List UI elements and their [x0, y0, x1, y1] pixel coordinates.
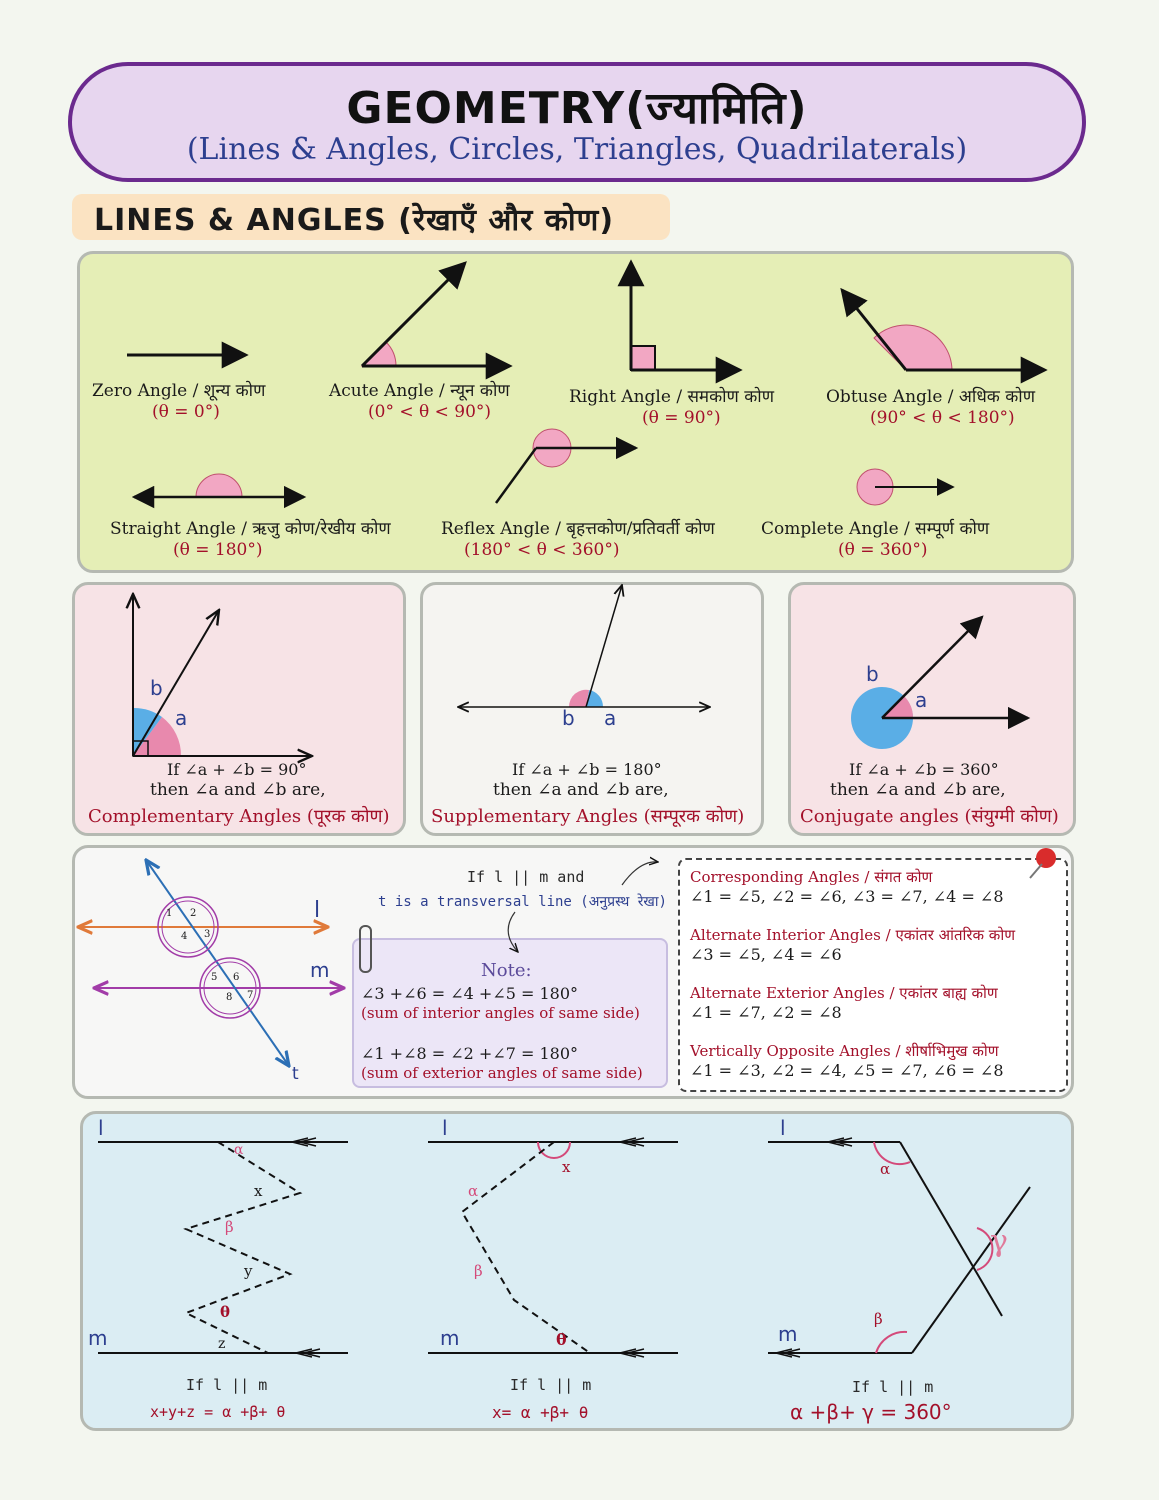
- rule-title-corresponding: Corresponding Angles / संगत कोण: [690, 868, 933, 886]
- zig3-alpha: α: [880, 1160, 891, 1178]
- comp-b-label: b: [150, 676, 163, 700]
- right-angle-figure: [631, 262, 740, 370]
- zig1-x: x: [254, 1182, 263, 1200]
- note-sub-1: (sum of interior angles of same side): [361, 1004, 640, 1022]
- zig2-formula: x= α +β+ θ: [492, 1403, 589, 1422]
- zig1-condition: If l || m: [186, 1376, 268, 1394]
- zig2-l-label: l: [442, 1116, 448, 1140]
- note-title: Note:: [481, 960, 532, 981]
- supp-if-line: If ∠a + ∠b = 180°: [512, 760, 662, 779]
- zig1-y: y: [244, 1262, 253, 1280]
- supp-a-label: a: [604, 706, 617, 730]
- obtuse-angle-label: Obtuse Angle / अधिक कोण: [826, 387, 1035, 407]
- zero-angle-label: Zero Angle / शून्य कोण: [92, 381, 266, 401]
- rule-title-vertically-opposite: Vertically Opposite Angles / शीर्षाभिमुख कोण: [690, 1042, 999, 1060]
- line-m-label: m: [310, 958, 330, 982]
- rule-eq-alt-interior: ∠3 = ∠5, ∠4 = ∠6: [690, 945, 842, 964]
- right-angle-label: Right Angle / समकोण कोण: [569, 387, 775, 407]
- zig2-m-label: m: [440, 1326, 460, 1350]
- zig1-alpha: α: [234, 1142, 244, 1158]
- reflex-angle-figure: [496, 429, 636, 503]
- rule-eq-vertically-opposite: ∠1 = ∠3, ∠2 = ∠4, ∠5 = ∠7, ∠6 = ∠8: [690, 1061, 1004, 1080]
- conj-a-label: a: [915, 688, 928, 712]
- straight-angle-condition: (θ = 180°): [173, 540, 263, 560]
- rule-title-alt-exterior: Alternate Exterior Angles / एकांतर बाह्य कोण: [690, 984, 998, 1002]
- transversal-intro-1: If l || m and: [467, 868, 585, 886]
- zig3-m-label: m: [778, 1322, 798, 1346]
- transversal-intro-2: t is a transversal line (अनुप्रस्थ रेखा): [378, 894, 667, 910]
- zig1-theta: θ: [220, 1303, 231, 1321]
- line-t-label: t: [292, 1064, 299, 1084]
- zig1-l-label: l: [98, 1116, 104, 1140]
- comp-name: Complementary Angles (पूरक कोण): [88, 806, 390, 827]
- section-title: LINES & ANGLES (रेखाएँ और कोण): [94, 203, 615, 238]
- straight-angle-label: Straight Angle / ऋजु कोण/रेखीय कोण: [110, 519, 391, 539]
- angle-number-6: 6: [233, 972, 240, 983]
- zigzag-figure-2: [428, 1138, 678, 1357]
- note-eq-1: ∠3 +∠6 = ∠4 +∠5 = 180°: [361, 984, 579, 1003]
- comp-a-label: a: [175, 706, 188, 730]
- zig3-gamma: γ: [990, 1224, 1008, 1259]
- conj-if-line: If ∠a + ∠b = 360°: [849, 760, 999, 779]
- page-title: GEOMETRY(ज्यामिति): [346, 83, 808, 134]
- acute-angle-figure: [362, 263, 510, 366]
- angle-number-4: 4: [181, 931, 188, 942]
- zig2-theta: θ: [556, 1330, 567, 1349]
- page-subtitle: (Lines & Angles, Circles, Triangles, Quadrilaterals): [186, 132, 968, 167]
- conj-name: Conjugate angles (संयुग्मी कोण): [800, 806, 1059, 827]
- zig2-condition: If l || m: [510, 1376, 592, 1394]
- note-eq-2: ∠1 +∠8 = ∠2 +∠7 = 180°: [361, 1044, 579, 1063]
- supp-name: Supplementary Angles (सम्पूरक कोण): [431, 806, 745, 827]
- rule-title-alt-interior: Alternate Interior Angles / एकांतर आंतरिक कोण: [690, 926, 1016, 944]
- conj-b-label: b: [866, 662, 879, 686]
- supplementary-figure: [458, 585, 710, 707]
- complete-angle-label: Complete Angle / सम्पूर्ण कोण: [761, 519, 990, 539]
- complete-angle-condition: (θ = 360°): [838, 540, 928, 560]
- rule-eq-alt-exterior: ∠1 = ∠7, ∠2 = ∠8: [690, 1003, 842, 1022]
- reflex-angle-label: Reflex Angle / बृहत्तकोण/प्रतिवर्ती कोण: [441, 519, 715, 539]
- straight-angle-figure: [134, 474, 304, 497]
- angle-number-7: 7: [247, 990, 254, 1001]
- reflex-angle-condition: (180° < θ < 360°): [464, 540, 620, 560]
- complementary-figure: [133, 594, 312, 756]
- zigzag-figure-1: [98, 1138, 348, 1357]
- angle-number-8: 8: [226, 992, 233, 1003]
- angle-number-2: 2: [190, 908, 197, 919]
- acute-angle-label: Acute Angle / न्यून कोण: [329, 381, 510, 401]
- line-l-label: l: [314, 898, 321, 923]
- conj-then-line: then ∠a and ∠b are,: [830, 780, 1006, 800]
- zig1-z: z: [218, 1336, 226, 1352]
- zig2-beta: β: [474, 1262, 483, 1280]
- angle-number-5: 5: [211, 972, 218, 983]
- zig3-formula: α +β+ γ = 360°: [790, 1400, 952, 1424]
- zig2-x: x: [562, 1158, 571, 1176]
- comp-if-line: If ∠a + ∠b = 90°: [167, 760, 307, 779]
- note-sub-2: (sum of exterior angles of same side): [361, 1064, 643, 1082]
- acute-angle-condition: (0° < θ < 90°): [368, 402, 492, 422]
- zig1-m-label: m: [88, 1326, 108, 1350]
- supp-then-line: then ∠a and ∠b are,: [493, 780, 669, 800]
- angle-number-1: 1: [166, 908, 173, 919]
- zero-angle-condition: (θ = 0°): [152, 402, 220, 422]
- zig3-beta: β: [874, 1310, 883, 1328]
- zig2-alpha: α: [468, 1182, 479, 1200]
- zig1-beta: β: [225, 1218, 234, 1236]
- complete-angle-figure: [857, 469, 953, 505]
- obtuse-angle-figure: [842, 290, 1045, 370]
- zig1-formula: x+y+z = α +β+ θ: [150, 1403, 286, 1421]
- right-angle-condition: (θ = 90°): [642, 408, 721, 428]
- zig3-condition: If l || m: [852, 1378, 934, 1396]
- obtuse-angle-condition: (90° < θ < 180°): [870, 408, 1015, 428]
- rule-eq-corresponding: ∠1 = ∠5, ∠2 = ∠6, ∠3 = ∠7, ∠4 = ∠8: [690, 887, 1004, 906]
- angle-number-3: 3: [204, 929, 211, 940]
- supp-b-label: b: [562, 706, 575, 730]
- zig3-l-label: l: [780, 1116, 786, 1140]
- comp-then-line: then ∠a and ∠b are,: [150, 780, 326, 800]
